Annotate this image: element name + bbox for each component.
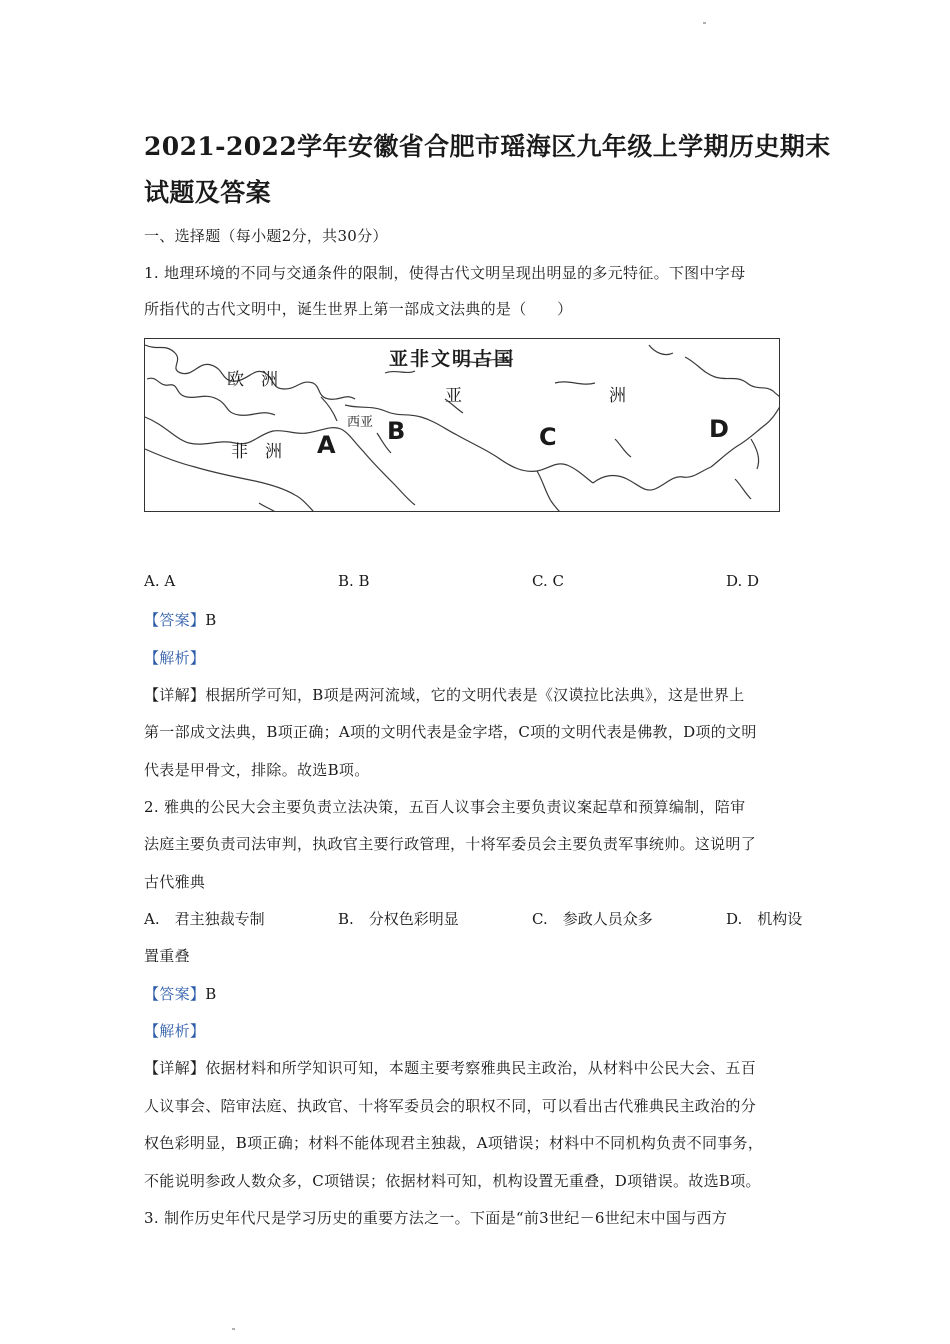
detail-tag: 【详解】 [144,1059,206,1077]
analysis-tag: 【解析】 [144,649,206,667]
map-marker-b: B [387,417,406,445]
q2-answer [144,983,217,1004]
map-marker-c: C [539,423,557,451]
map-marker-a: A [317,431,336,459]
q1-detail-text-1: 根据所学可知，B项是两河流域，它的文明代表是《汉谟拉比法典》，这是世界上 [205,686,745,704]
map-label-africa: 非 洲 [231,442,282,462]
map-label-asia-part-1: 亚 [445,386,462,406]
q2-analysis-heading [144,1020,205,1041]
q1-analysis-heading [144,647,205,668]
document-title-line-1: 2021-2022学年安徽省合肥市瑶海区九年级上学期历史期末 [144,132,831,161]
q2-option-d-continued: 置重叠 [144,947,190,965]
document-title-line-2: 试题及答案 [144,178,272,207]
q2-detail-text-1: 依据材料和所学知识可知，本题主要考察雅典民主政治，从材料中公民大会、五百 [205,1059,757,1077]
q2-detail-line-4: 不能说明参政人数众多，C项错误；依据材料可知，机构设置无重叠，D项错误。故选B项。 [144,1172,761,1190]
q1-detail-line-1 [144,684,745,705]
q2-option-d[interactable]: D. 机构设 [726,910,803,928]
q2-detail-line-2: 人议事会、陪审法庭、执政官、十将军委员会的职权不同，可以看出古代雅典民主政治的分 [144,1097,757,1115]
map-label-europe: 欧 洲 [227,370,278,390]
asia-africa-civilizations-map [144,338,780,512]
page-mark [232,1328,235,1330]
q2-option-c[interactable]: C. 参政人员众多 [532,910,653,928]
q2-option-a[interactable]: A. 君主独裁专制 [144,910,265,928]
q1-detail-line-2: 第一部成文法典，B项正确；A项的文明代表是金字塔，C项的文明代表是佛教，D项的文明 [144,723,757,741]
q2-answer-value: B [205,985,217,1003]
q2-stem-line-2: 法庭主要负责司法审判，执政官主要行政管理，十将军委员会主要负责军事统帅。这说明了 [144,835,757,853]
q2-stem-line-3: 古代雅典 [144,873,206,891]
q2-stem-line-1: 2. 雅典的公民大会主要负责立法决策，五百人议事会主要负责议案起草和预算编制，陪审 [144,798,746,816]
q1-option-c[interactable]: C. C [532,572,564,590]
map-title: 亚非文明古国 [389,348,516,370]
q1-option-a[interactable]: A. A [144,572,176,590]
q2-option-b[interactable]: B. 分权色彩明显 [338,910,459,928]
map-marker-d: D [709,415,729,443]
q1-answer-value: B [205,611,217,629]
q1-stem-line-1: 1. 地理环境的不同与交通条件的限制，使得古代文明呈现出明显的多元特征。下图中字母 [144,264,746,282]
q3-stem-line-1: 3. 制作历史年代尺是学习历史的重要方法之一。下面是“前3世纪－6世纪末中国与西方 [144,1209,728,1227]
analysis-tag: 【解析】 [144,1022,206,1040]
map-label-west-asia: 西亚 [347,415,374,430]
q1-option-b[interactable]: B. B [338,572,370,590]
answer-tag: 【答案】 [144,611,206,629]
q2-detail-line-1 [144,1057,756,1078]
section-heading: 一、选择题（每小题2分，共30分） [144,227,388,245]
q1-stem-line-2: 所指代的古代文明中，诞生世界上第一部成文法典的是（ ） [144,300,573,318]
q1-option-d[interactable]: D. D [726,572,760,590]
q1-answer [144,609,217,630]
detail-tag: 【详解】 [144,686,206,704]
map-label-asia-part-2: 洲 [609,386,626,406]
q2-detail-line-3: 权色彩明显，B项正确；材料不能体现君主独裁，A项错误；材料中不同机构负责不同事务， [144,1134,764,1152]
page-mark [703,22,706,24]
answer-tag: 【答案】 [144,985,206,1003]
q1-detail-line-3: 代表是甲骨文，排除。故选B项。 [144,761,370,779]
